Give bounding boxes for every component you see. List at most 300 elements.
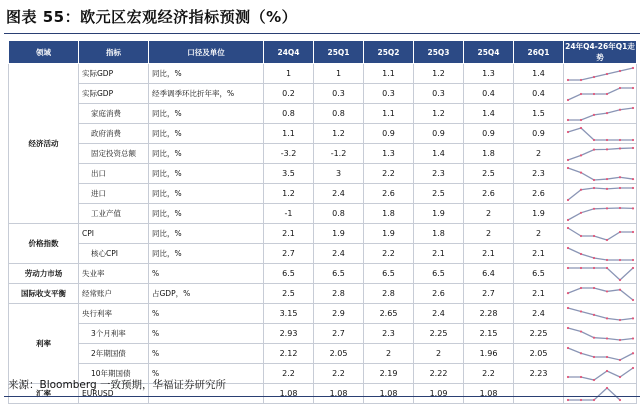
- category-cell: 价格指数: [9, 224, 79, 264]
- value-cell: -1: [264, 204, 314, 224]
- sparkline-point: [619, 147, 621, 149]
- sparkline: [564, 65, 637, 83]
- value-cell: 1.9: [364, 224, 414, 244]
- sparkline-point: [593, 138, 595, 140]
- sparkline-point: [606, 290, 608, 292]
- value-cell: 2.05: [314, 344, 364, 364]
- sparkline-point: [632, 352, 634, 354]
- sparkline: [564, 325, 637, 343]
- value-cell: 2: [414, 344, 464, 364]
- value-cell: 2.1: [464, 244, 514, 264]
- sparkline-point: [619, 230, 621, 232]
- value-cell: 2.4: [314, 184, 364, 204]
- value-cell: 2.7: [314, 324, 364, 344]
- value-cell: 2.1: [514, 284, 564, 304]
- value-cell: 2.6: [364, 184, 414, 204]
- unit-cell: %: [149, 264, 264, 284]
- sparkline-point: [606, 112, 608, 114]
- sparkline-point: [567, 98, 569, 100]
- trend-cell: [564, 224, 637, 244]
- sparkline-point: [580, 252, 582, 254]
- value-cell: 1.4: [414, 144, 464, 164]
- category-cell: 劳动力市场: [9, 264, 79, 284]
- sparkline-point: [619, 278, 621, 280]
- value-cell: 1.2: [414, 64, 464, 84]
- sparkline-point: [580, 286, 582, 288]
- value-cell: 2.7: [464, 284, 514, 304]
- page-title: 图表 55：欧元区宏观经济指标预测（%）: [6, 8, 298, 26]
- trend-cell: [564, 264, 637, 284]
- sparkline: [564, 225, 637, 243]
- table-header-row: [9, 41, 637, 64]
- indicator-cell: 失业率: [79, 264, 149, 284]
- sparkline-point: [567, 158, 569, 160]
- sparkline-point: [606, 337, 608, 339]
- sparkline-point: [619, 338, 621, 340]
- table-row: [9, 264, 637, 284]
- value-cell: 2.2: [364, 244, 414, 264]
- trend-cell: [564, 64, 637, 84]
- table-row: [9, 64, 637, 84]
- trend-cell: [564, 164, 637, 184]
- sparkline-point: [619, 138, 621, 140]
- unit-cell: 同比，%: [149, 164, 264, 184]
- value-cell: 2.1: [264, 224, 314, 244]
- value-cell: 1.08: [364, 384, 414, 404]
- value-cell: 1: [314, 64, 364, 84]
- sparkline-point: [619, 398, 621, 400]
- trend-cell: [564, 184, 637, 204]
- sparkline-point: [606, 238, 608, 240]
- value-cell: 2.5: [414, 184, 464, 204]
- value-cell: 2.3: [364, 324, 414, 344]
- sparkline-point: [632, 366, 634, 368]
- value-cell: 1.3: [364, 144, 414, 164]
- indicator-cell: 核心CPI: [79, 244, 149, 264]
- value-cell: 1.08: [314, 384, 364, 404]
- value-cell: 0.9: [514, 124, 564, 144]
- sparkline-series: [568, 108, 633, 120]
- sparkline-point: [606, 177, 608, 179]
- table-row: [9, 184, 637, 204]
- sparkline-point: [580, 92, 582, 94]
- value-cell: 2.19: [364, 364, 414, 384]
- sparkline-point: [619, 186, 621, 188]
- value-cell: 1.1: [364, 64, 414, 84]
- indicator-cell: 出口: [79, 164, 149, 184]
- sparkline-series: [568, 208, 633, 220]
- column-header: 24年Q4-26年Q1走势: [565, 42, 635, 62]
- indicator-cell: 10年期国债: [79, 364, 149, 384]
- sparkline-point: [632, 230, 634, 232]
- sparkline-point: [593, 186, 595, 188]
- value-cell: 0.8: [314, 104, 364, 124]
- unit-cell: %: [149, 324, 264, 344]
- sparkline: [564, 265, 637, 283]
- trend-cell: [564, 204, 637, 224]
- unit-cell: 同比，%: [149, 124, 264, 144]
- sparkline-point: [593, 178, 595, 180]
- value-cell: 2.1: [414, 244, 464, 264]
- table-row: [9, 224, 637, 244]
- value-cell: 1.3: [464, 64, 514, 84]
- value-cell: 2.6: [464, 184, 514, 204]
- sparkline-point: [606, 369, 608, 371]
- unit-cell: 同比，%: [149, 64, 264, 84]
- sparkline-series: [568, 328, 633, 340]
- value-cell: 0.8: [264, 104, 314, 124]
- value-cell: 1.96: [464, 344, 514, 364]
- trend-cell: [564, 104, 637, 124]
- sparkline-point: [632, 317, 634, 319]
- value-cell: 2: [364, 344, 414, 364]
- value-cell: 1.2: [264, 184, 314, 204]
- sparkline-point: [580, 310, 582, 312]
- sparkline-point: [580, 398, 582, 400]
- category-cell: 经济活动: [9, 64, 79, 224]
- sparkline-point: [580, 330, 582, 332]
- sparkline-point: [567, 118, 569, 120]
- sparkline-point: [593, 336, 595, 338]
- sparkline-point: [567, 78, 569, 80]
- unit-cell: %: [149, 304, 264, 324]
- sparkline-point: [593, 75, 595, 77]
- value-cell: 6.5: [514, 264, 564, 284]
- indicator-cell: 进口: [79, 184, 149, 204]
- indicator-cell: 2年期国债: [79, 344, 149, 364]
- sparkline: [564, 145, 637, 163]
- sparkline-point: [619, 86, 621, 88]
- sparkline-point: [567, 226, 569, 228]
- sparkline-point: [619, 358, 621, 360]
- sparkline-point: [619, 176, 621, 178]
- sparkline-series: [568, 188, 633, 200]
- sparkline-point: [580, 171, 582, 173]
- sparkline-point: [632, 86, 634, 88]
- column-header: 指标: [79, 41, 149, 64]
- value-cell: 1.2: [414, 104, 464, 124]
- value-cell: 2: [464, 204, 514, 224]
- sparkline-point: [632, 258, 634, 260]
- column-header: 口径及单位: [149, 41, 264, 64]
- sparkline-point: [606, 355, 608, 357]
- sparkline-series: [568, 68, 633, 80]
- sparkline-point: [632, 337, 634, 339]
- sparkline: [564, 185, 637, 203]
- trend-cell: [564, 284, 637, 304]
- column-header: 领域: [9, 41, 79, 64]
- sparkline-point: [567, 266, 569, 268]
- sparkline-point: [580, 266, 582, 268]
- value-cell: 2.6: [514, 184, 564, 204]
- sparkline-point: [593, 286, 595, 288]
- table-row: [9, 204, 637, 224]
- sparkline-point: [580, 234, 582, 236]
- sparkline-point: [567, 292, 569, 294]
- unit-cell: 同比，%: [149, 104, 264, 124]
- sparkline-point: [567, 218, 569, 220]
- value-cell: 2: [514, 144, 564, 164]
- value-cell: 2: [464, 224, 514, 244]
- sparkline-point: [593, 398, 595, 400]
- indicator-cell: 央行利率: [79, 304, 149, 324]
- sparkline-point: [567, 326, 569, 328]
- sparkline-point: [619, 288, 621, 290]
- table-row: [9, 244, 637, 264]
- sparkline: [564, 345, 637, 363]
- sparkline-point: [619, 258, 621, 260]
- sparkline-point: [580, 78, 582, 80]
- table-row: [9, 304, 637, 324]
- sparkline-point: [632, 207, 634, 209]
- value-cell: 2.3: [414, 164, 464, 184]
- sparkline-point: [632, 298, 634, 300]
- value-cell: -3.2: [264, 144, 314, 164]
- table-row: [9, 344, 637, 364]
- indicator-cell: CPI: [79, 224, 149, 244]
- value-cell: 2.25: [414, 324, 464, 344]
- value-cell: 1.8: [464, 144, 514, 164]
- value-cell: 0.9: [364, 124, 414, 144]
- sparkline-point: [593, 234, 595, 236]
- sparkline-point: [593, 256, 595, 258]
- sparkline-series: [568, 268, 633, 280]
- sparkline-point: [580, 188, 582, 190]
- value-cell: 2.15: [464, 324, 514, 344]
- value-cell: 0.8: [314, 204, 364, 224]
- sparkline-point: [632, 146, 634, 148]
- sparkline-point: [619, 318, 621, 320]
- sparkline-point: [567, 306, 569, 308]
- sparkline-series: [568, 248, 633, 260]
- trend-cell: [564, 304, 637, 324]
- value-cell: 2.6: [414, 284, 464, 304]
- sparkline-series: [568, 88, 633, 100]
- sparkline-point: [606, 317, 608, 319]
- sparkline-point: [606, 92, 608, 94]
- sparkline-point: [619, 206, 621, 208]
- sparkline-series: [568, 128, 633, 140]
- trend-cell: [564, 84, 637, 104]
- value-cell: 2.8: [314, 284, 364, 304]
- trend-cell: [564, 344, 637, 364]
- unit-cell: 占GDP，%: [149, 284, 264, 304]
- unit-cell: 同比，%: [149, 144, 264, 164]
- category-cell: 利率: [9, 304, 79, 384]
- value-cell: 2: [514, 224, 564, 244]
- column-header: 25Q3: [414, 41, 464, 64]
- value-cell: 2.23: [514, 364, 564, 384]
- value-cell: 1.09: [414, 384, 464, 404]
- bottom-divider: [4, 396, 640, 397]
- indicator-cell: 3个月利率: [79, 324, 149, 344]
- sparkline-point: [593, 266, 595, 268]
- sparkline-point: [619, 108, 621, 110]
- value-cell: 3.15: [264, 304, 314, 324]
- column-header: 25Q4: [464, 41, 514, 64]
- unit-cell: 同比，%: [149, 184, 264, 204]
- title-divider: [4, 33, 640, 34]
- sparkline: [564, 125, 637, 143]
- sparkline: [564, 245, 637, 263]
- indicator-cell: 家庭消费: [79, 104, 149, 124]
- sparkline-point: [580, 126, 582, 128]
- value-cell: 6.5: [414, 264, 464, 284]
- sparkline-point: [632, 106, 634, 108]
- value-cell: 2.2: [314, 364, 364, 384]
- sparkline-point: [619, 69, 621, 71]
- sparkline-point: [606, 187, 608, 189]
- value-cell: 1.5: [514, 104, 564, 124]
- value-cell: 1.8: [414, 224, 464, 244]
- value-cell: 2.2: [464, 364, 514, 384]
- sparkline-point: [567, 130, 569, 132]
- sparkline-series: [568, 168, 633, 180]
- value-cell: 1: [264, 64, 314, 84]
- sparkline-series: [568, 288, 633, 300]
- value-cell: 6.5: [314, 264, 364, 284]
- unit-cell: 同比，%: [149, 244, 264, 264]
- sparkline-point: [580, 211, 582, 213]
- sparkline-point: [593, 148, 595, 150]
- indicator-cell: 经常账户: [79, 284, 149, 304]
- value-cell: 2.1: [514, 244, 564, 264]
- column-header: 26Q1: [514, 41, 564, 64]
- value-cell: 1.1: [264, 124, 314, 144]
- unit-cell: 经季调季环比折年率，%: [149, 84, 264, 104]
- sparkline-series: [568, 228, 633, 240]
- sparkline-point: [606, 138, 608, 140]
- sparkline-series: [568, 348, 633, 360]
- sparkline-point: [567, 246, 569, 248]
- sparkline-point: [567, 166, 569, 168]
- sparkline-point: [567, 398, 569, 400]
- unit-cell: %: [149, 364, 264, 384]
- indicator-cell: 实际GDP: [79, 64, 149, 84]
- sparkline-point: [593, 207, 595, 209]
- value-cell: 1.9: [314, 224, 364, 244]
- table-row: [9, 144, 637, 164]
- sparkline-series: [568, 308, 633, 320]
- sparkline-point: [580, 352, 582, 354]
- column-header: 24Q4: [264, 41, 314, 64]
- value-cell: 2.7: [264, 244, 314, 264]
- value-cell: 0.3: [314, 84, 364, 104]
- value-cell: 0.9: [464, 124, 514, 144]
- trend-cell: [564, 124, 637, 144]
- value-cell: 0.4: [464, 84, 514, 104]
- indicator-cell: 固定投资总额: [79, 144, 149, 164]
- sparkline-point: [593, 313, 595, 315]
- value-cell: 1.4: [514, 64, 564, 84]
- sparkline-point: [593, 355, 595, 357]
- value-cell: 6.5: [364, 264, 414, 284]
- value-cell: 3: [314, 164, 364, 184]
- unit-cell: 同比，%: [149, 204, 264, 224]
- sparkline: [564, 285, 637, 303]
- category-cell: 汇率: [9, 384, 79, 404]
- sparkline-point: [580, 154, 582, 156]
- value-cell: 2.05: [514, 344, 564, 364]
- value-cell: 2.2: [364, 164, 414, 184]
- value-cell: 2.5: [264, 284, 314, 304]
- table-body: [9, 64, 637, 404]
- value-cell: 1.9: [514, 204, 564, 224]
- unit-cell: 同比，%: [149, 224, 264, 244]
- value-cell: 2.22: [414, 364, 464, 384]
- value-cell: 2.8: [364, 284, 414, 304]
- column-header: 25Q2: [364, 41, 414, 64]
- value-cell: 6.5: [264, 264, 314, 284]
- value-cell: -1.2: [314, 144, 364, 164]
- sparkline-point: [632, 138, 634, 140]
- sparkline: [564, 305, 637, 323]
- value-cell: 3.5: [264, 164, 314, 184]
- indicator-cell: 工业产值: [79, 204, 149, 224]
- sparkline-point: [580, 118, 582, 120]
- table-row: [9, 124, 637, 144]
- indicator-cell: 实际GDP: [79, 84, 149, 104]
- value-cell: 2.65: [364, 304, 414, 324]
- sparkline-point: [593, 92, 595, 94]
- sparkline-series: [568, 148, 633, 160]
- sparkline-point: [632, 177, 634, 179]
- value-cell: 0.9: [414, 124, 464, 144]
- value-cell: 1.08: [464, 384, 514, 404]
- table-row: [9, 104, 637, 124]
- value-cell: 1.1: [364, 104, 414, 124]
- value-cell: 2.5: [464, 164, 514, 184]
- sparkline-point: [567, 346, 569, 348]
- trend-cell: [564, 324, 637, 344]
- column-header: 25Q1: [314, 41, 364, 64]
- value-cell: 2.4: [514, 304, 564, 324]
- sparkline: [564, 165, 637, 183]
- sparkline-point: [632, 186, 634, 188]
- sparkline-point: [606, 258, 608, 260]
- indicator-cell: EURUSD: [79, 384, 149, 404]
- trend-cell: [564, 244, 637, 264]
- value-cell: 2.93: [264, 324, 314, 344]
- table-row: [9, 284, 637, 304]
- sparkline-point: [567, 198, 569, 200]
- value-cell: 2.25: [514, 324, 564, 344]
- table-row: [9, 164, 637, 184]
- value-cell: 1.9: [414, 204, 464, 224]
- sparkline: [564, 85, 637, 103]
- value-cell: 1.2: [314, 124, 364, 144]
- indicator-cell: 政府消费: [79, 124, 149, 144]
- sparkline-point: [593, 113, 595, 115]
- value-cell: 2.28: [464, 304, 514, 324]
- value-cell: 6.4: [464, 264, 514, 284]
- value-cell: 1.4: [464, 104, 514, 124]
- value-cell: 0.4: [514, 84, 564, 104]
- sparkline-point: [606, 266, 608, 268]
- value-cell: 1.08: [264, 384, 314, 404]
- category-cell: 国际收支平衡: [9, 284, 79, 304]
- value-cell: 2.3: [514, 164, 564, 184]
- value-cell: 0.3: [364, 84, 414, 104]
- sparkline-point: [606, 207, 608, 209]
- sparkline-point: [632, 266, 634, 268]
- value-cell: 0.3: [414, 84, 464, 104]
- sparkline: [564, 205, 637, 223]
- value-cell: 2.9: [314, 304, 364, 324]
- sparkline-point: [606, 72, 608, 74]
- value-cell: 2.12: [264, 344, 314, 364]
- unit-cell: %: [149, 344, 264, 364]
